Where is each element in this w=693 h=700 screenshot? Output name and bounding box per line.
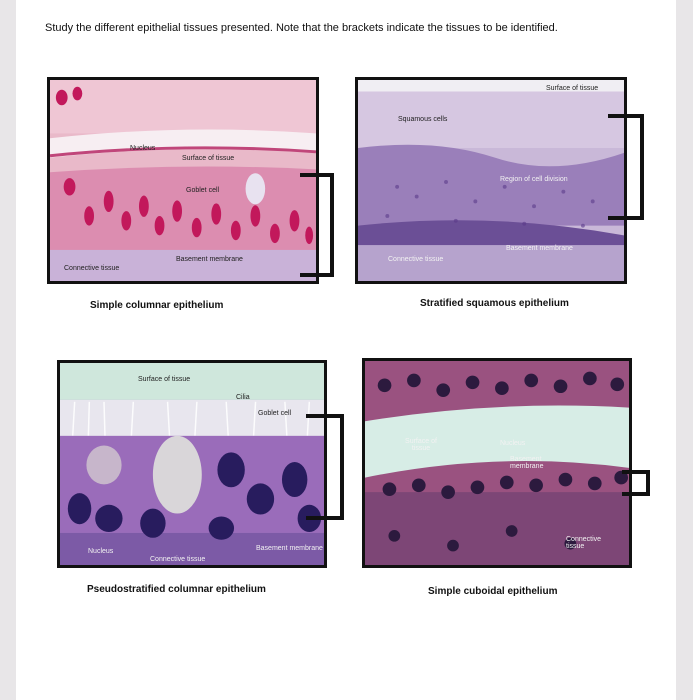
simple-cuboidal-image [365,361,629,565]
simple-columnar-basement-label: Basement membrane [176,256,243,263]
stratified-squamous-image [358,80,624,281]
pseudostratified-image [60,363,324,565]
simple-cuboidal-bracket [618,468,654,498]
pseudo-surface-label: Surface of tissue [138,376,191,383]
cuboidal-surface-label: Surface of tissue [405,438,437,452]
simple-columnar-surface-label: Surface of tissue [182,155,235,162]
stratified-squamous-bracket [604,112,648,222]
pseudostratified-micrograph [57,360,327,568]
simple-columnar-caption: Simple columnar epithelium [90,300,224,311]
cuboidal-nucleus-label: Nucleus [500,440,526,447]
stratified-squamous-cells-label: Squamous cells [398,116,448,123]
pseudostratified-caption: Pseudostratified columnar epithelium [87,584,266,595]
pseudo-cilia-label: Cilia [236,394,250,401]
pseudo-nucleus-label: Nucleus [88,548,114,555]
simple-columnar-image [50,80,316,281]
pseudo-basement-label: Basement membrane [256,545,323,552]
stratified-squamous-micrograph [355,77,627,284]
simple-columnar-connective-label: Connective tissue [64,265,120,272]
pseudo-goblet-label: Goblet cell [258,410,292,417]
simple-columnar-bracket [296,171,338,279]
simple-columnar-nucleus-label: Nucleus [130,145,156,152]
stratified-squamous-caption: Stratified squamous epithelium [420,298,569,309]
cuboidal-connective-label: Connective tissue [566,536,602,550]
simple-cuboidal-caption: Simple cuboidal epithelium [428,586,558,597]
stratified-division-label: Region of cell division [500,176,568,183]
instructions-text: Study the different epithelial tissues presented. Note that the brackets indicate the tissues to be identified. [45,22,558,34]
cuboidal-basement-label: Basement membrane [510,456,544,470]
stratified-surface-label: Surface of tissue [546,85,599,92]
simple-columnar-micrograph [47,77,319,284]
stratified-connective-label: Connective tissue [388,256,444,263]
simple-columnar-goblet-label: Goblet cell [186,187,220,194]
stratified-basement-label: Basement membrane [506,245,573,252]
pseudo-connective-label: Connective tissue [150,556,206,563]
pseudostratified-bracket [302,412,348,522]
